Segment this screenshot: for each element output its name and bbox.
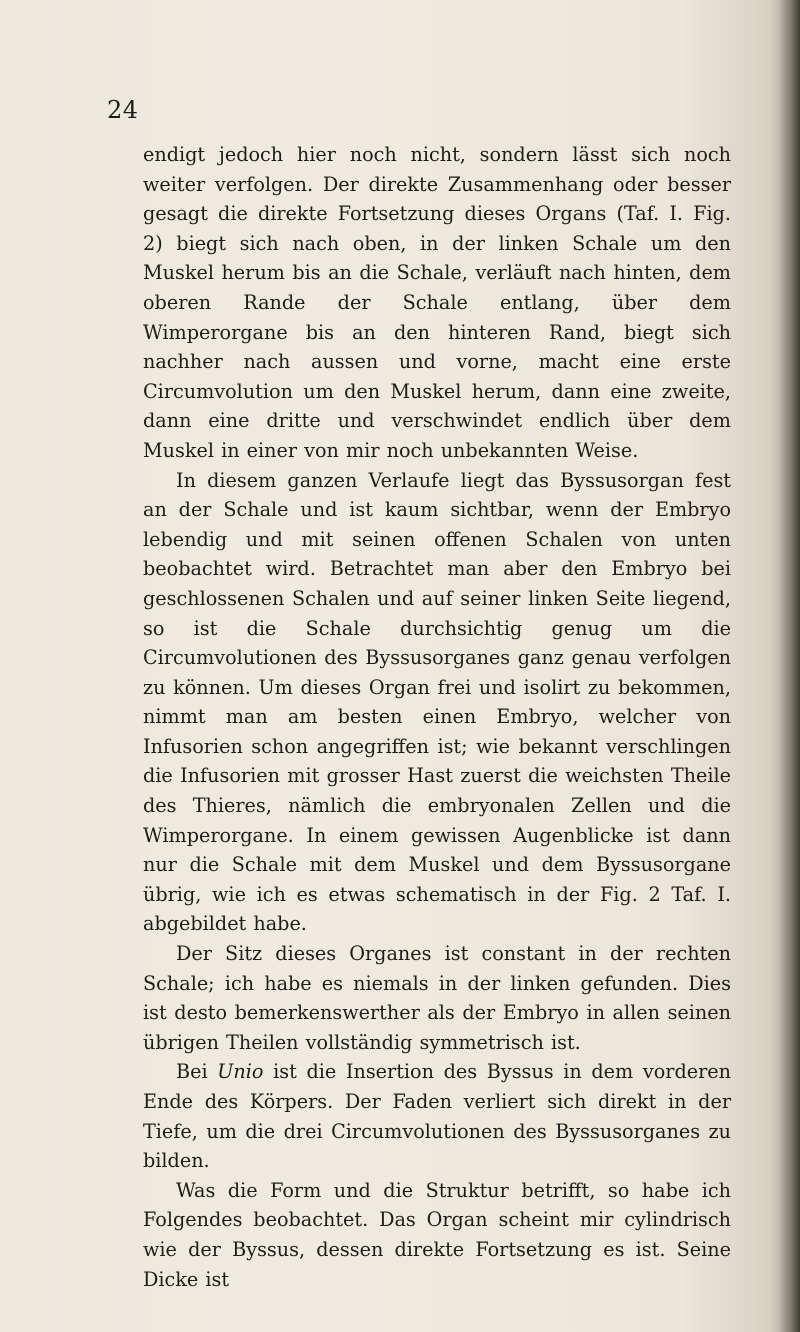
paragraph: Der Sitz dieses Organes ist constant in der rechten Schale; ich habe es niemals in der linken gefunden. Dies ist desto bemerkenswerther als der Embryo in allen seinen übrigen Theilen vollständig symmetrisch ist. bbox=[143, 942, 731, 1054]
text-run: Bei bbox=[176, 1060, 218, 1084]
genus-name: Unio bbox=[217, 1060, 264, 1084]
paragraph: Was die Form und die Struktur betrifft, so habe ich Folgendes beobachtet. Das Organ scheint mir cylindrisch wie der Byssus, dessen direkte Fortsetzung es ist. Seine Dicke ist bbox=[143, 1178, 731, 1291]
text-run: ist die Insertion des Byssus in dem vorderen Ende des Körpers. Der Faden verliert sich direkt in der Tiefe, um die drei Circumvolutionen des Byssusorganes zu bilden. bbox=[143, 1060, 731, 1173]
page-edge-shadow bbox=[778, 0, 800, 1332]
body-text bbox=[143, 140, 731, 1294]
paragraph: In diesem ganzen Verlaufe liegt das Byssusorgan fest an der Schale und ist kaum sichtbar, wenn der Embryo lebendig und mit seinen offenen Schalen von unten beobachtet wird. Betrachtet man aber den Embryo bei geschlossenen Schalen und auf seiner linken Seite liegend, so ist die Schale durchsichtig genug um die Circumvolutionen des Byssusorganes ganz genau verfolgen zu können. Um dieses Organ frei und isolirt zu bekommen, nimmt man am besten einen Embryo, welcher von Infusorien schon angegriffen ist; wie bekannt verschlingen die Infusorien mit grosser Hast zuerst die weichsten Theile des Thieres, nämlich die embryonalen Zellen und die Wimperorgane. In einem gewissen Augenblicke ist dann nur die Schale mit dem Muskel und dem Byssusorgane übrig, wie ich es etwas schematisch in der Fig. 2 Taf. I. abgebildet habe. bbox=[143, 468, 731, 936]
paragraph: endigt jedoch hier noch nicht, sondern lässt sich noch weiter verfolgen. Der direkte Zusammenhang oder besser gesagt die direkte Fortsetzung dieses Organs (Taf. I. Fig. 2) biegt sich nach oben, in der linken Schale um den Muskel herum bis an die Schale, verläuft nach hinten, dem oberen Rande der Schale entlang, über dem Wimperorgane bis an den hinteren Rand, biegt sich nachher nach aussen und vorne, macht eine erste Circumvolution um den Muskel herum, dann eine zweite, dann eine dritte und verschwindet endlich über dem Muskel in einer von mir noch unbekannten Weise. bbox=[143, 143, 731, 462]
paragraph bbox=[143, 1057, 731, 1175]
page-number: 24 bbox=[107, 96, 139, 124]
